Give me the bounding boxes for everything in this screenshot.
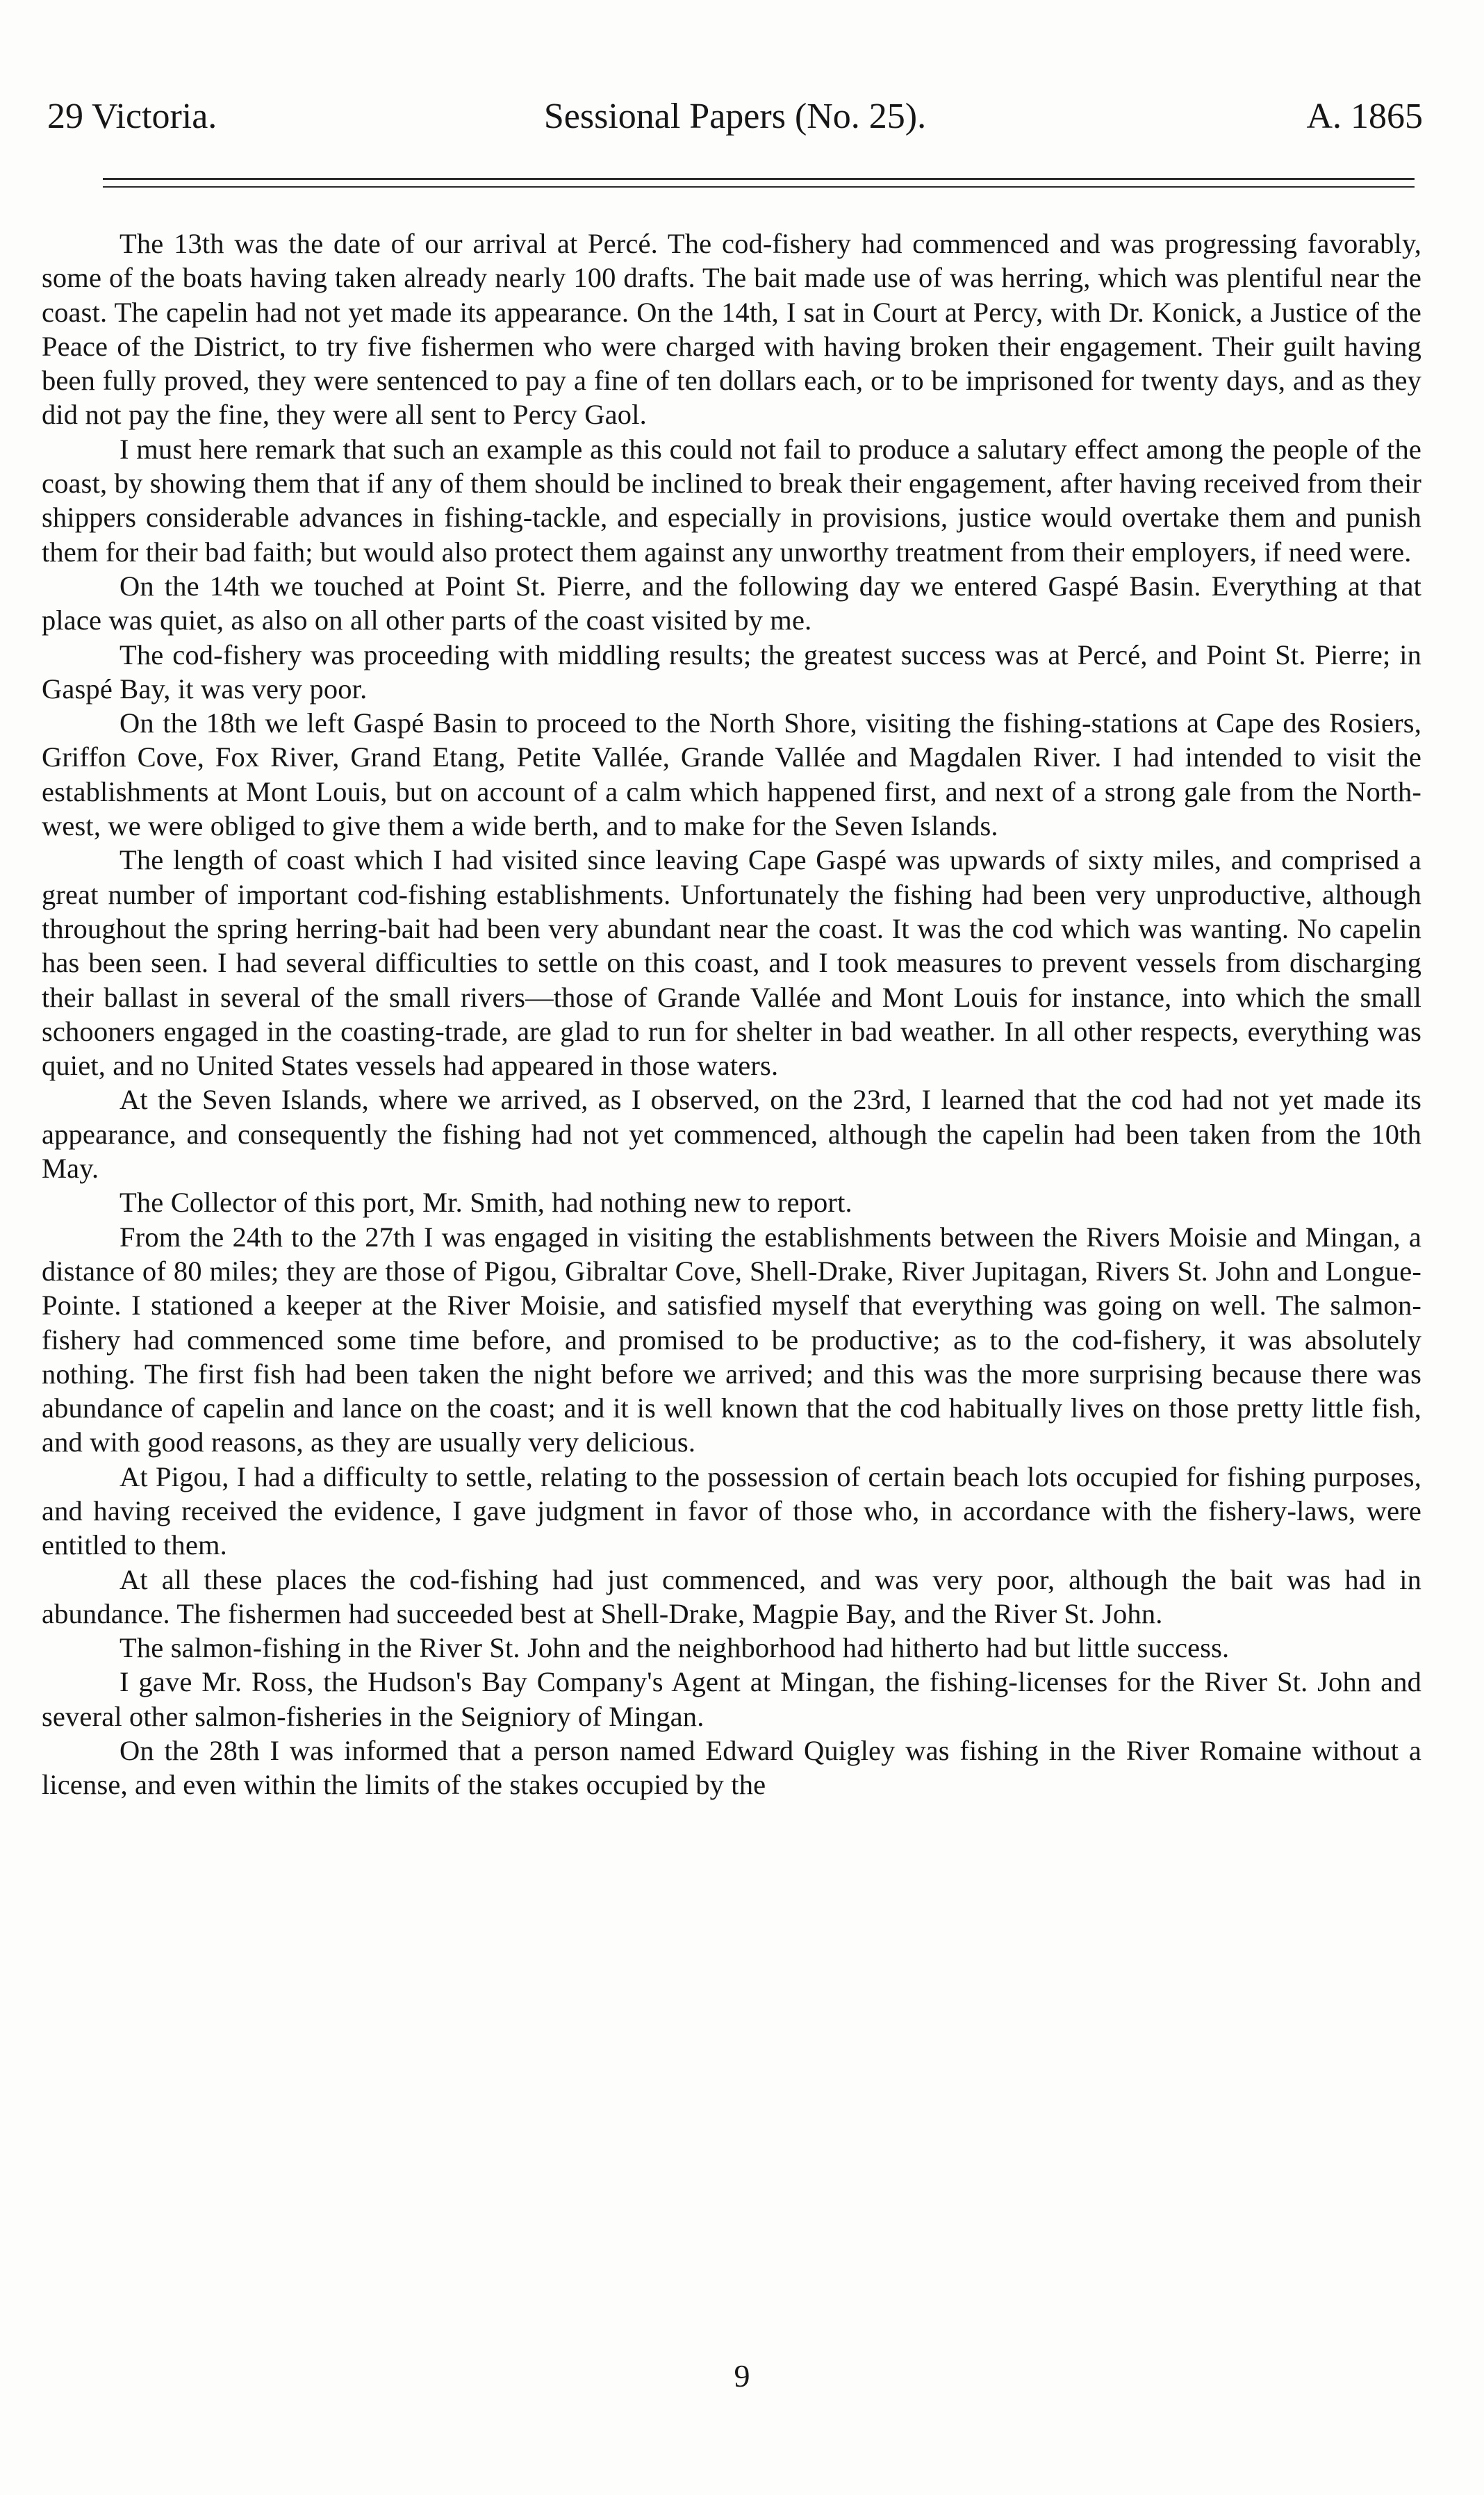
paragraph: From the 24th to the 27th I was engaged in visiting the establishments between the Rivers Moisie and Mingan, a distance of 80 miles; they are those of Pigou, Gibraltar Cove, Shell-Drake, River Jupitagan, Rivers St. John and Longue-Pointe. I stationed a keeper at the River Moisie, and satisfied myself that everything was going on well. The salmon-fishery had commenced some time before, and promised to be productive; as to the cod-fishery, it was absolutely nothing. The first fish had been taken the night before we arrived; and this was the more surprising because there was abundance of capelin and lance on the coast; and it is well known that the cod habitually lives on those pretty little fish, and with good reasons, as they are usually very delicious. — [42, 1221, 1421, 1458]
header-rule-bottom — [103, 186, 1415, 188]
paragraph: At Pigou, I had a difficulty to settle, relating to the possession of certain beach lots occupied for fishing purposes, and having received the evidence, I gave judgment in favor of those who, in accordance with the fishery-laws, were entitled to them. — [42, 1460, 1421, 1561]
body-text — [42, 227, 1421, 1802]
paragraph: At the Seven Islands, where we arrived, as I observed, on the 23rd, I learned that the cod had not yet made its appearance, and consequently the fishing had not yet commenced, although the capelin had been taken from the 10th May. — [42, 1084, 1421, 1185]
paragraph: The cod-fishery was proceeding with middling results; the greatest success was at Percé, and Point St. Pierre; in Gaspé Bay, it was very poor. — [42, 639, 1421, 705]
paragraph: On the 14th we touched at Point St. Pierre, and the following day we entered Gaspé Basin. Everything at that place was quiet, as also on all other parts of the coast visited by me. — [42, 570, 1421, 636]
paragraph: On the 28th I was informed that a person named Edward Quigley was fishing in the River Romaine without a license, and even within the limits of the stakes occupied by the — [42, 1735, 1421, 1801]
header-session: 29 Victoria. — [47, 97, 217, 136]
paragraph: The 13th was the date of our arrival at Percé. The cod-fishery had commenced and was progressing favorably, some of the boats having taken already nearly 100 drafts. The bait made use of was herring, which was plentiful near the coast. The capelin had not yet made its appearance. On the 14th, I sat in Court at Percy, with Dr. Konick, a Justice of the Peace of the District, to try five fishermen who were charged with having broken their engagement. Their guilt having been fully proved, they were sentenced to pay a fine of ten dollars each, or to be imprisoned for twenty days, and as they did not pay the fine, they were all sent to Percy Gaol. — [42, 228, 1421, 431]
paragraph: I gave Mr. Ross, the Hudson's Bay Company's Agent at Mingan, the fishing-licenses for the River St. John and several other salmon-fisheries in the Seigniory of Mingan. — [42, 1666, 1421, 1732]
paragraph: The salmon-fishing in the River St. John and the neighborhood had hitherto had but little success. — [119, 1632, 1230, 1664]
header-title: Sessional Papers (No. 25). — [543, 97, 927, 136]
paragraph: I must here remark that such an example as this could not fail to produce a salutary effect among the people of the coast, by showing them that if any of them should be inclined to break their engagement, after having received from their shippers considerable advances in fishing-tackle, and especially in provisions, justice would overtake them and punish them for their bad faith; but would also protect them against any unworthy treatment from their employers, if need were. — [42, 433, 1421, 568]
paragraph: The length of coast which I had visited since leaving Cape Gaspé was upwards of sixty miles, and comprised a great number of important cod-fishing establishments. Unfortunately the fishing had been very unproductive, although throughout the spring herring-bait had been very abundant near the coast. It was the cod which was wanting. No capelin has been seen. I had several difficulties to settle on this coast, and I took measures to prevent vessels from discharging their ballast in several of the small rivers—those of Grande Vallée and Mont Louis for instance, into which the small schooners engaged in the coasting-trade, are glad to run for shelter in bad weather. In all other respects, everything was quiet, and no United States vessels had appeared in those waters. — [42, 844, 1421, 1082]
header-rule-top — [103, 178, 1415, 180]
page-number: 9 — [734, 2358, 750, 2394]
running-header — [47, 89, 1423, 145]
header-year: A. 1865 — [1306, 97, 1423, 136]
paragraph: On the 18th we left Gaspé Basin to proceed to the North Shore, visiting the fishing-stations at Cape des Rosiers, Griffon Cove, Fox River, Grand Etang, Petite Vallée, Grande Vallée and Magdalen River. I had intended to visit the establishments at Mont Louis, but on account of a calm which happened first, and next of a strong gale from the North-west, we were obliged to give them a wide berth, and to make for the Seven Islands. — [42, 707, 1421, 842]
paragraph: The Collector of this port, Mr. Smith, had nothing new to report. — [119, 1187, 852, 1219]
paragraph: At all these places the cod-fishing had just commenced, and was very poor, although the bait was had in abundance. The fishermen had succeeded best at Shell-Drake, Magpie Bay, and the River St. John. — [42, 1563, 1421, 1629]
